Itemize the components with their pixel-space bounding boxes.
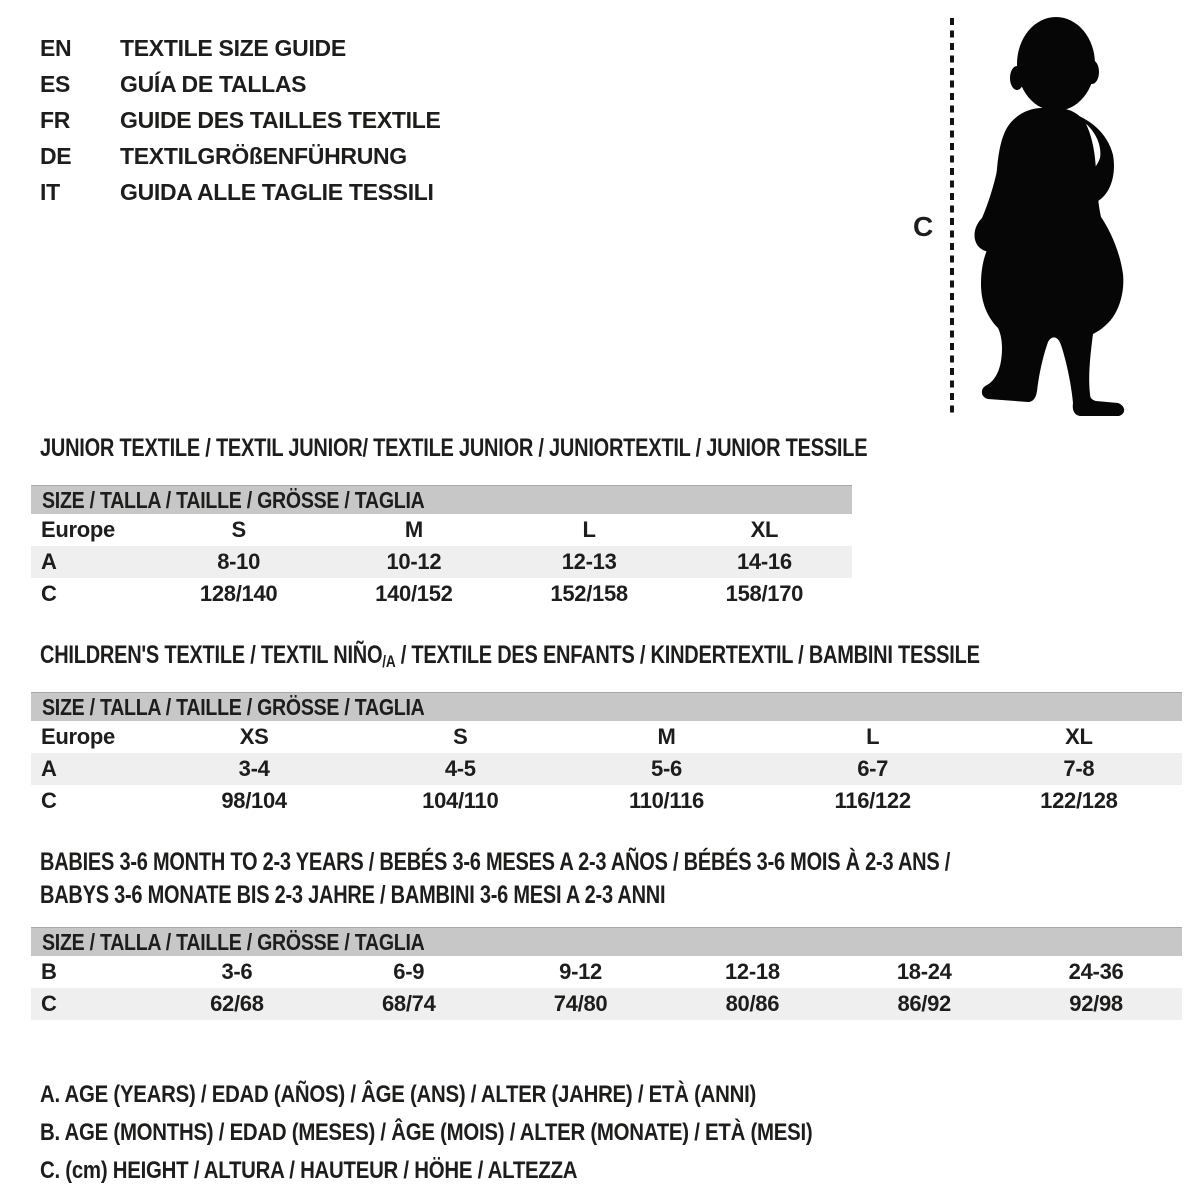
row-label: A — [31, 546, 151, 578]
table-cell: M — [404, 517, 423, 542]
table-row — [31, 514, 852, 546]
table-cell: 140/152 — [375, 581, 453, 606]
size-band-text: SIZE / TALLA / TAILLE / GRÖSSE / TAGLIA — [42, 929, 425, 955]
table-row — [31, 546, 852, 578]
size-band-text: SIZE / TALLA / TAILLE / GRÖSSE / TAGLIA — [42, 694, 425, 720]
table-cell: 86/92 — [838, 988, 1010, 1020]
babies-title-line1-text: BABIES 3-6 MONTH TO 2-3 YEARS / BEBÉS 3-6 MESES A 2-3 AÑOS / BÉBÉS 3-6 MOIS À 2-3 ANS / — [40, 848, 951, 876]
footnote-b — [40, 1114, 949, 1152]
size-table — [31, 721, 1182, 817]
babies-size-table — [31, 927, 1182, 1020]
row-label: Europe — [41, 517, 115, 542]
table-cell: 7-8 — [976, 753, 1182, 785]
table-cell: 14-16 — [677, 546, 852, 578]
row-label: C — [41, 788, 57, 813]
row-label: B — [41, 959, 57, 984]
table-cell: 6-7 — [770, 753, 976, 785]
language-row — [40, 30, 441, 66]
children-size-table — [31, 692, 1182, 817]
footnotes — [40, 1076, 949, 1190]
table-row — [31, 956, 1182, 988]
language-code: FR — [40, 106, 71, 133]
size-band — [31, 485, 852, 514]
table-cell: 122/128 — [1040, 788, 1118, 813]
table-row — [31, 721, 1182, 753]
language-title: TEXTILE SIZE GUIDE — [120, 34, 346, 61]
table-cell: 3-6 — [221, 959, 253, 984]
junior-size-table — [31, 485, 852, 610]
table-cell: 62/68 — [151, 988, 323, 1020]
language-code: EN — [40, 34, 72, 61]
table-cell: XL — [750, 517, 779, 542]
toddler-silhouette-icon — [940, 12, 1140, 422]
table-row — [31, 578, 852, 610]
language-row — [40, 66, 441, 102]
footnote-a — [40, 1076, 949, 1114]
language-header — [40, 30, 441, 210]
language-row — [40, 138, 441, 174]
footnote-a-text: A. AGE (YEARS) / EDAD (AÑOS) / ÂGE (ANS) / ALTER (JAHRE) / ETÀ (ANNI) — [40, 1081, 757, 1108]
language-title: TEXTILGRÖßENFÜHRUNG — [120, 142, 407, 169]
table-cell: 158/170 — [725, 581, 804, 606]
babies-title-line2-text: BABYS 3-6 MONATE BIS 2-3 JAHRE / BAMBINI 3-6 MESI A 2-3 ANNI — [40, 881, 666, 909]
junior-section-title — [40, 435, 1074, 461]
language-code: IT — [40, 178, 60, 205]
language-title: GUIDE DES TAILLES TEXTILE — [120, 106, 441, 133]
size-band — [31, 692, 1182, 721]
height-measure-label: C — [913, 211, 934, 242]
footnote-c — [40, 1152, 949, 1190]
junior-section-title-text: JUNIOR TEXTILE / TEXTIL JUNIOR/ TEXTILE JUNIOR / JUNIORTEXTIL / JUNIOR TESSILE — [40, 434, 868, 462]
table-cell: 98/104 — [221, 788, 287, 813]
table-cell: XL — [1065, 724, 1093, 749]
table-row — [31, 753, 1182, 785]
table-cell: L — [582, 517, 596, 542]
table-cell: L — [866, 724, 880, 749]
language-code: DE — [40, 142, 72, 169]
table-cell: 3-4 — [151, 753, 357, 785]
table-cell: 12-13 — [502, 546, 677, 578]
table-cell: 24-36 — [1068, 959, 1124, 984]
footnote-c-text: C. (cm) HEIGHT / ALTURA / HAUTEUR / HÖHE / ALTEZZA — [40, 1157, 578, 1184]
table-cell: 80/86 — [666, 988, 838, 1020]
size-table — [31, 514, 852, 610]
table-row — [31, 785, 1182, 817]
table-cell: 6-9 — [393, 959, 425, 984]
children-title-post: / TEXTILE DES ENFANTS / KINDERTEXTIL / BAMBINI TESSILE — [395, 641, 980, 669]
row-label: A — [31, 753, 151, 785]
babies-section-title-line2 — [40, 882, 822, 908]
children-section-title — [40, 642, 1200, 671]
table-cell: XS — [239, 724, 269, 749]
table-cell: 18-24 — [896, 959, 952, 984]
table-cell: 74/80 — [495, 988, 667, 1020]
size-band — [31, 927, 1182, 956]
children-title-pre: CHILDREN'S TEXTILE / TEXTIL NIÑO — [40, 641, 383, 669]
row-label: Europe — [41, 724, 115, 749]
table-cell: 8-10 — [151, 546, 326, 578]
table-cell: 92/98 — [1010, 988, 1182, 1020]
row-label: C — [41, 581, 57, 606]
table-cell: 116/122 — [834, 788, 911, 813]
children-section-title-text — [40, 642, 980, 671]
table-cell: S — [231, 517, 246, 542]
table-cell: 68/74 — [323, 988, 495, 1020]
table-cell: 110/116 — [628, 788, 704, 813]
language-code: ES — [40, 70, 71, 97]
table-cell: 10-12 — [326, 546, 501, 578]
table-cell: 128/140 — [199, 581, 278, 606]
table-cell: 9-12 — [559, 959, 602, 984]
row-label: C — [31, 988, 151, 1020]
table-cell: 104/110 — [422, 788, 499, 813]
table-cell: 152/158 — [550, 581, 628, 606]
footnote-b-text: B. AGE (MONTHS) / EDAD (MESES) / ÂGE (MOIS) / ALTER (MONATE) / ETÀ (MESI) — [40, 1119, 813, 1146]
language-title: GUÍA DE TALLAS — [120, 70, 307, 97]
table-row — [31, 988, 1182, 1020]
table-cell: S — [453, 724, 468, 749]
language-row — [40, 174, 441, 210]
table-cell: M — [657, 724, 676, 749]
table-cell: 5-6 — [563, 753, 769, 785]
size-table — [31, 956, 1182, 1020]
children-title-subscript: /A — [382, 652, 396, 671]
language-title: GUIDA ALLE TAGLIE TESSILI — [120, 178, 434, 205]
babies-section-title-line1 — [40, 849, 1178, 875]
size-band-text: SIZE / TALLA / TAILLE / GRÖSSE / TAGLIA — [42, 487, 425, 513]
table-cell: 4-5 — [357, 753, 563, 785]
table-cell: 12-18 — [725, 959, 780, 984]
language-row — [40, 102, 441, 138]
